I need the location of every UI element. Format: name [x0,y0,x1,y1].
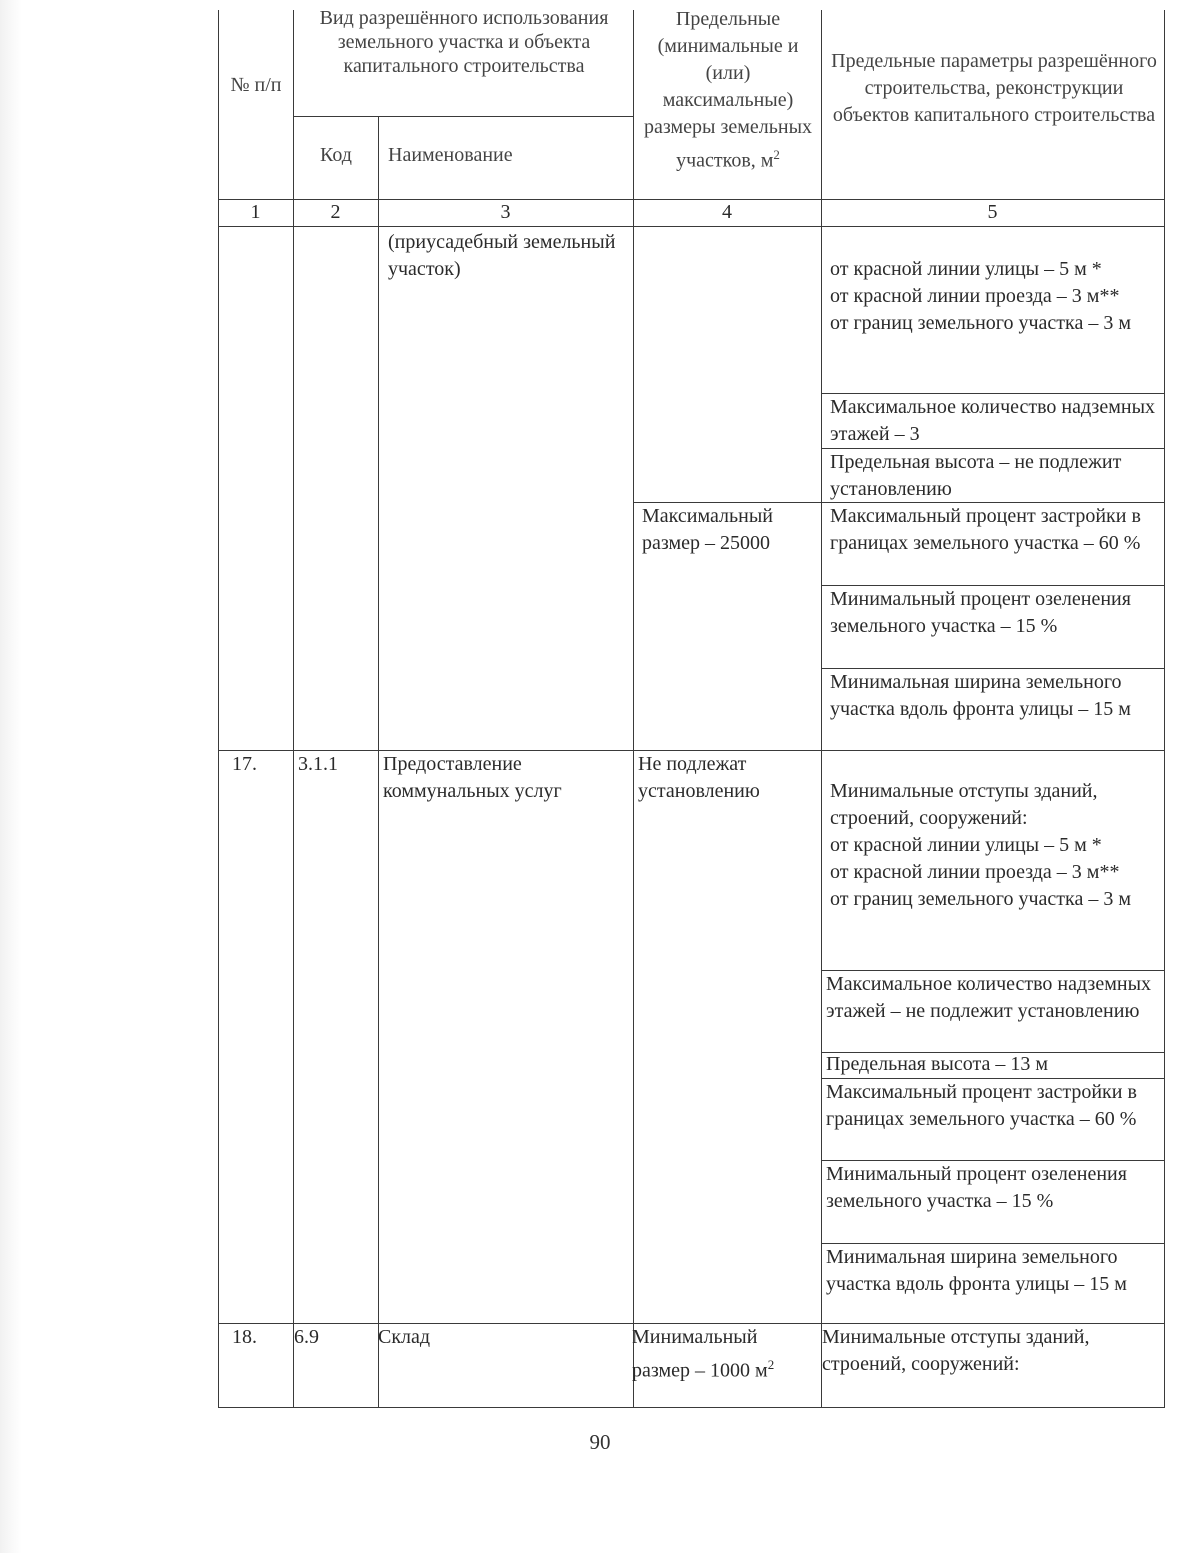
row17-param-build-percent-text: Максимальный процент застройки в границах земельного участка – 60 % [826,1081,1137,1130]
row17-param-floors-text: Максимальное количество надземных этажей – не подлежит установлению [826,973,1152,1022]
row18-name-text: Склад [378,1326,431,1348]
header-subdivider [293,116,633,117]
col-number-2 [293,199,378,226]
row18-size-text: Минимальный размер – 1000 м [632,1326,768,1382]
row18-param-setbacks-text: Минимальные отступы зданий, строений, сооружений: [822,1326,1090,1375]
cont-param-height-text: Предельная высота – не подлежит установлению [830,451,1122,500]
row17-param-width-text: Минимальная ширина земельного участка вдоль фронта улицы – 15 м [826,1246,1127,1295]
cont-param-build-percent-text: Максимальный процент застройки в границах земельного участка – 60 % [830,505,1141,554]
page-number-text: 90 [589,1430,611,1454]
row18-size-sup: 2 [767,1357,775,1372]
cont-size [642,503,818,557]
row17-code-text: 3.1.1 [298,753,338,775]
table-border-bottom [218,1407,1164,1408]
cont-param-width [830,669,1156,723]
header-permitted-use [300,6,628,78]
row17-param-build-percent [826,1079,1152,1133]
row17-param-floors [826,971,1152,1025]
row18-code-text: 6.9 [294,1326,319,1348]
scan-edge [0,0,22,1553]
row18-num [232,1324,292,1351]
row18-size [632,1324,818,1385]
col-number-5 [821,199,1164,226]
row17-code [298,751,376,778]
col-number-2-text: 2 [330,201,341,223]
cont-param-setbacks [830,229,1156,337]
header-plot-sizes [638,6,818,175]
cont-param-green-percent-text: Минимальный процент озеленения земельного участка – 15 % [830,588,1131,637]
header-num-text: № п/п [230,74,282,96]
col-number-3-text: 3 [500,201,511,223]
row18-num-text: 18. [232,1326,257,1348]
col-numbers-bottom [218,226,1164,227]
row17-param-green-percent [826,1161,1160,1215]
row17-size-text: Не подлежат установлению [638,753,760,802]
row18-code [294,1324,374,1351]
header-name-text: Наименование [388,144,513,166]
cont-param-green-percent [830,586,1160,640]
row17-num-text: 17. [232,753,257,775]
table-border-right [1164,10,1165,1408]
header-plot-sizes-sup: 2 [773,147,780,162]
row18-param-setbacks [822,1324,1162,1378]
header-plot-sizes-text: Предельные (минимальные и (или) максимальные) размеры земельных участков, м [643,8,813,172]
row17-num [232,751,292,778]
col-number-4-text: 4 [722,201,732,223]
row17-size [638,751,818,805]
header-params-text: Предельные параметры разрешённого строительства, реконструкции объектов капитального строительства [831,50,1157,126]
row17-param-width [826,1244,1152,1298]
row18-name [378,1324,623,1351]
header-num [222,72,290,99]
header-params [830,48,1158,129]
page-number [0,1430,1200,1455]
col-number-1 [218,199,293,226]
header-name [388,142,628,169]
row17-param-setbacks-text: Минимальные отступы зданий, строений, сооружений: от красной линии улицы – 5 м * от красной линии проезда – 3 м** от границ земельного участка – 3 м [830,780,1131,910]
cont-param-width-text: Минимальная ширина земельного участка вдоль фронта улицы – 15 м [830,671,1131,720]
row17-param-green-percent-text: Минимальный процент озеленения земельного участка – 15 % [826,1163,1127,1212]
col-number-4 [633,199,821,226]
cont-size-text: Максимальный размер – 25000 [642,505,773,554]
regulations-table [218,7,1166,1408]
cont-name [388,229,618,283]
header-permitted-use-text: Вид разрешённого использования земельного участка и объекта капитального строительства [319,7,609,77]
row17-param-setbacks [830,751,1160,913]
cont-name-text: (приусадебный земельный участок) [388,231,616,280]
header-code [294,142,378,169]
header-code-text: Код [320,144,352,166]
row17-param-height-text: Предельная высота – 13 м [826,1053,1049,1075]
cont-param-build-percent [830,503,1156,557]
row17-name [383,751,628,805]
col-number-1-text: 1 [250,201,261,223]
cont-param-floors [830,394,1156,448]
col-number-3 [378,199,633,226]
col-divider-2 [378,116,379,1408]
col-number-5-text: 5 [987,201,998,223]
row17-name-text: Предоставление коммунальных услуг [383,753,562,802]
cont-param-setbacks-text: от красной линии улицы – 5 м * от красной линии проезда – 3 м** от границ земельного участка – 3 м [830,258,1131,334]
cont-param-height [830,449,1156,503]
cont-param-floors-text: Максимальное количество надземных этажей – 3 [830,396,1156,445]
row17-param-height [826,1051,1152,1078]
